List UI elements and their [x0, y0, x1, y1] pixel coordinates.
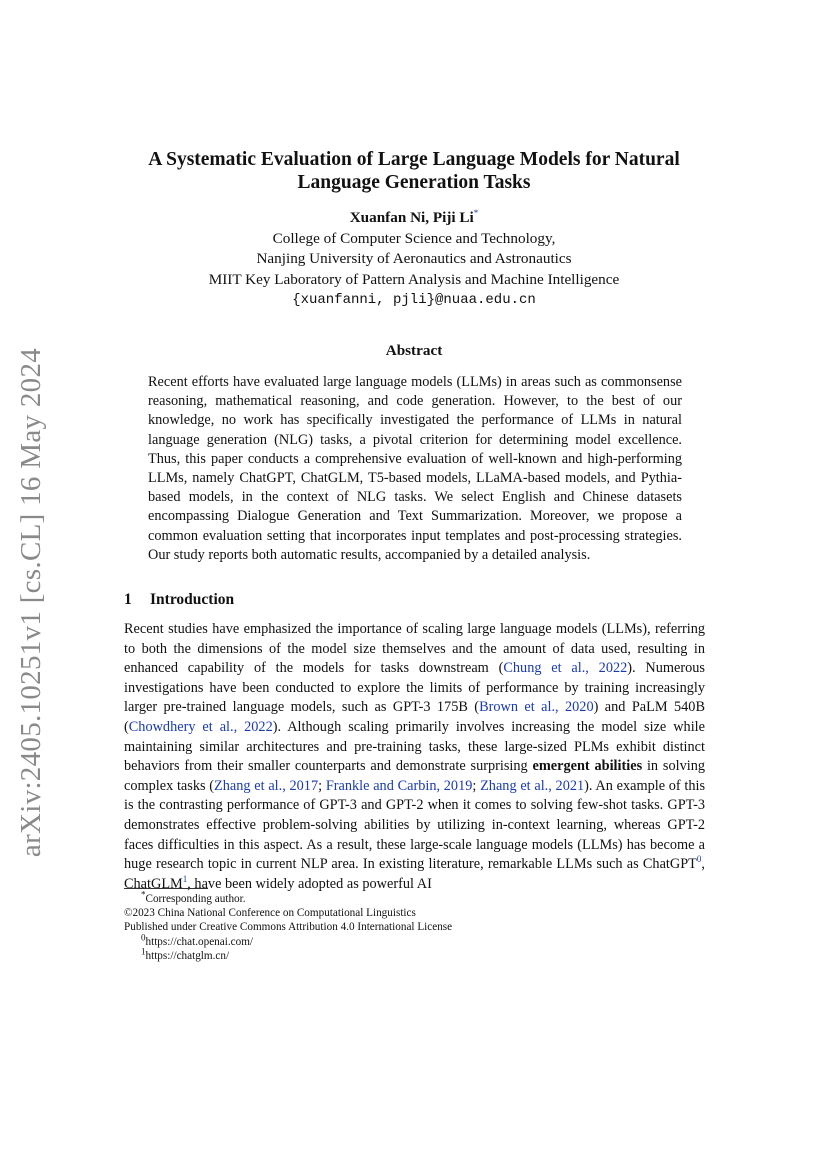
citation-link[interactable]: Zhang et al., 2021 — [480, 777, 585, 794]
citation-separator: ; — [318, 777, 326, 794]
footnote-0 — [124, 931, 714, 949]
footnotes — [124, 889, 714, 963]
emphasis-text: emergent abilities — [532, 758, 643, 775]
intro-text: ). An example of this is the contrasting performance of GPT-3 and GPT-2 when it comes to solving few-shot tasks. GPT-3 demonstrates effective problem-solving abilities by utilizing in-context learning, whereas GPT-2 faces difficulties in this aspect. As a result, these large-scale language models (LLMs) has become a huge research topic in current NLP area. In existing literature, remarkable LLMs such as ChatGPT — [124, 777, 706, 873]
intro-text: , have been widely adopted as powerful AI — [187, 875, 432, 892]
footnote-text: Corresponding author. — [145, 893, 246, 905]
footnote-divider — [124, 888, 208, 889]
author-names: Xuanfan Ni, Piji Li — [349, 209, 474, 226]
author-names-line — [100, 208, 728, 229]
section-heading-introduction — [124, 591, 234, 609]
citation-link[interactable]: Chowdhery et al., 2022 — [128, 718, 273, 735]
footnote-url[interactable]: https://chat.openai.com/ — [145, 935, 253, 948]
footnote-mark: * — [141, 889, 146, 900]
license-line: Published under Creative Commons Attribution 4.0 International License — [124, 921, 453, 934]
intro-text: Recent studies have emphasized the importance of scaling large language models (LLMs), referring to both the dimensions of the model size themselves and the amount of data used, resulting in enhanced capability of the models for tasks downstream ( — [124, 621, 705, 677]
author-email: {xuanfanni, pjli}@nuaa.edu.cn — [292, 292, 536, 308]
intro-text: , ChatGLM — [124, 856, 705, 892]
paper-title: A Systematic Evaluation of Large Language Models for Natural Language Generation Tasks — [148, 149, 680, 193]
footnote-1 — [124, 946, 714, 963]
abstract-heading: Abstract — [385, 342, 443, 359]
affiliation-line-2: Nanjing University of Aeronautics and Astronautics — [256, 250, 572, 267]
corresponding-author-mark[interactable]: * — [473, 207, 479, 218]
intro-text: ) and PaLM 540B ( — [124, 699, 705, 735]
footnote-url[interactable]: https://chatglm.cn/ — [145, 949, 230, 962]
arxiv-identifier-stamp — [14, 347, 50, 858]
citation-link[interactable]: Zhang et al., 2017 — [214, 777, 319, 794]
affiliation-line-1: College of Computer Science and Technology, — [272, 229, 556, 247]
citation-link[interactable]: Frankle and Carbin, 2019 — [325, 777, 473, 794]
citation-link[interactable]: Brown et al., 2020 — [479, 699, 594, 716]
abstract-text: Recent efforts have evaluated large language models (LLMs) in areas such as commonsense reasoning, mathematical reasoning, and code generation. However, to the best of our knowledge, no work has specifically investigated the performance of LLMs in natural language generation (NLG) tasks, a pivotal criterion for determining model excellence. Thus, this paper conducts a comprehensive evaluation of well-known and high-performing LLMs, namely ChatGPT, ChatGLM, T5-based models, LLaMA-based models, and Pythia-based models, in the context of NLG tasks. We select English and Chinese datasets encompassing Dialogue Generation and Text Summarization. Moreover, we propose a common evaluation setting that incorporates input templates and post-processing strategies. Our study reports both automatic results, accompanied by a detailed analysis. — [148, 374, 682, 563]
author-block — [100, 208, 728, 311]
section-title: Introduction — [150, 591, 235, 608]
footnote-mark: 1 — [141, 946, 146, 957]
affiliation-line-3: MIIT Key Laboratory of Pattern Analysis and Machine Intelligence — [208, 270, 620, 288]
intro-text: in solving complex tasks ( — [124, 758, 705, 794]
intro-text: ). Numerous investigations have been conducted to explore the limits of performance by training increasingly larger pre-trained language models, such as GPT-3 175B ( — [124, 660, 705, 716]
footnote-corresponding — [124, 889, 714, 906]
footnote-ref-link[interactable]: 1 — [182, 873, 188, 884]
citation-separator: ; — [472, 777, 481, 794]
footnote-ref-link[interactable]: 0 — [696, 854, 702, 865]
arxiv-identifier-text: arXiv:2405.10251v1 [cs.CL] 16 May 2024 — [15, 347, 48, 858]
copyright-line: ©2023 China National Conference on Computational Linguistics — [124, 907, 416, 920]
intro-text: ). Although scaling primarily involves increasing the model size while maintaining similar architectures and pre-training tasks, these large-sized PLMs exhibit distinct behaviors from their smaller counterparts and demonstrate surprising — [124, 718, 705, 775]
introduction-paragraph — [124, 620, 705, 894]
citation-link[interactable]: Chung et al., 2022 — [503, 660, 628, 677]
footnote-mark: 0 — [141, 931, 146, 942]
section-number: 1 — [124, 591, 132, 608]
